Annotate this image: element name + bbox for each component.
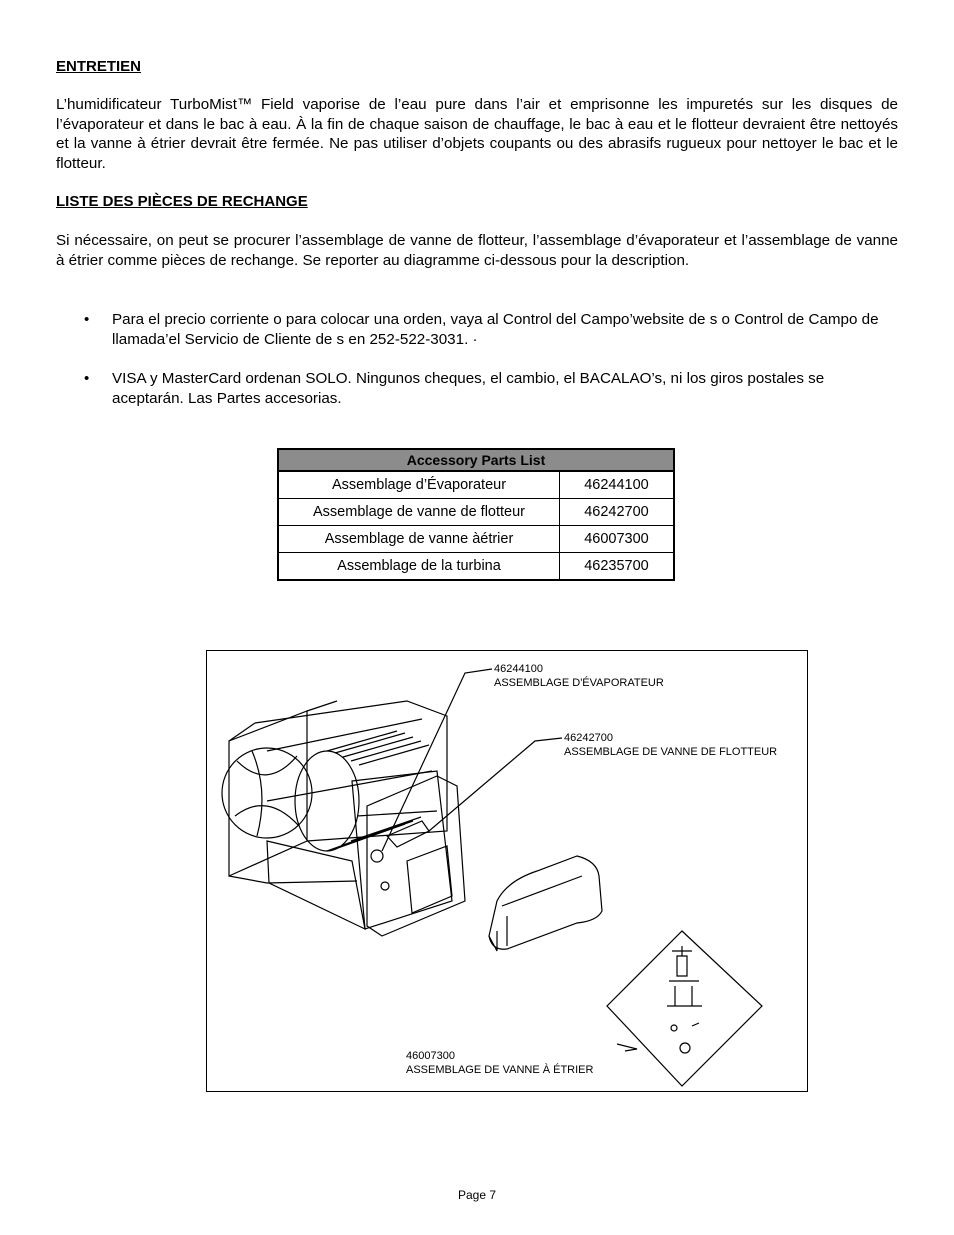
section-title-parts: LISTE DES PIÈCES DE RECHANGE <box>56 193 308 210</box>
float-cover <box>489 856 602 949</box>
table-row <box>278 526 674 553</box>
saddle-valve-box <box>607 931 762 1086</box>
part-number: 46235700 <box>560 553 675 581</box>
callout-evaporator <box>494 662 664 690</box>
accessory-parts-table <box>277 448 675 581</box>
part-number: 46244100 <box>560 471 675 499</box>
callout-number: 46007300 <box>406 1050 455 1062</box>
table-row <box>278 471 674 499</box>
callout-saddle-valve <box>406 1049 593 1077</box>
bullet-text-1: Para el precio corriente o para colocar una orden, vaya al Control del Campo’website de s o Control de Campo de llamada’el Servicio de Cliente de s en 252-522-3031. · <box>112 311 879 348</box>
part-number: 46242700 <box>560 499 675 526</box>
callout-number: 46244100 <box>494 663 543 675</box>
callout-label: ASSEMBLAGE DE VANNE DE FLOTTEUR <box>564 746 778 758</box>
entretien-paragraph: L’humidificateur TurboMist™ Field vaporise de l’eau pure dans l’air et emprisonne les impuretés sur les disques de l’évaporateur et dans le bac à eau. À la fin de chaque saison de chauffage, le bac à eau et le flotteur devraient être nettoyés et la vanne à étrier devrait être fermée. Ne pas utiliser d’objets coupants ou des abrasifs rugueux pour nettoyer le bac et le flotteur. <box>56 96 898 172</box>
callout-label: ASSEMBLAGE DE VANNE À ÉTRIER <box>406 1064 594 1076</box>
humidifier-drawing <box>207 651 807 1091</box>
part-name: Assemblage de la turbina <box>278 553 560 581</box>
parts-paragraph: Si nécessaire, on peut se procurer l’assemblage de vanne de flotteur, l’assemblage d’évaporateur et l’assemblage de vanne à étrier comme pièces de rechange. Se reporter au diagramme ci-dessous pour la description. <box>56 232 898 269</box>
callout-float-valve <box>564 731 777 759</box>
part-name: Assemblage de vanne àétrier <box>278 526 560 553</box>
table-header-row <box>278 449 674 471</box>
bullet-icon: • <box>84 311 90 328</box>
part-number: 46007300 <box>560 526 675 553</box>
part-name: Assemblage de vanne de flotteur <box>278 499 560 526</box>
table-row <box>278 553 674 581</box>
page-number: Page 7 <box>457 1188 497 1202</box>
parts-diagram <box>206 650 808 1092</box>
section-title-entretien: ENTRETIEN <box>56 58 142 75</box>
callout-label: ASSEMBLAGE D'ÉVAPORATEUR <box>494 677 664 689</box>
table-header: Accessory Parts List <box>278 449 674 471</box>
table-row <box>278 499 674 526</box>
bullet-text-2: VISA y MasterCard ordenan SOLO. Ningunos cheques, el cambio, el BACALAO’s, ni los giros postales se aceptarán. Las Partes accesorias. <box>112 370 825 407</box>
part-name: Assemblage d’Évaporateur <box>278 471 560 499</box>
bullet-icon: • <box>84 370 90 387</box>
callout-number: 46242700 <box>564 732 613 744</box>
